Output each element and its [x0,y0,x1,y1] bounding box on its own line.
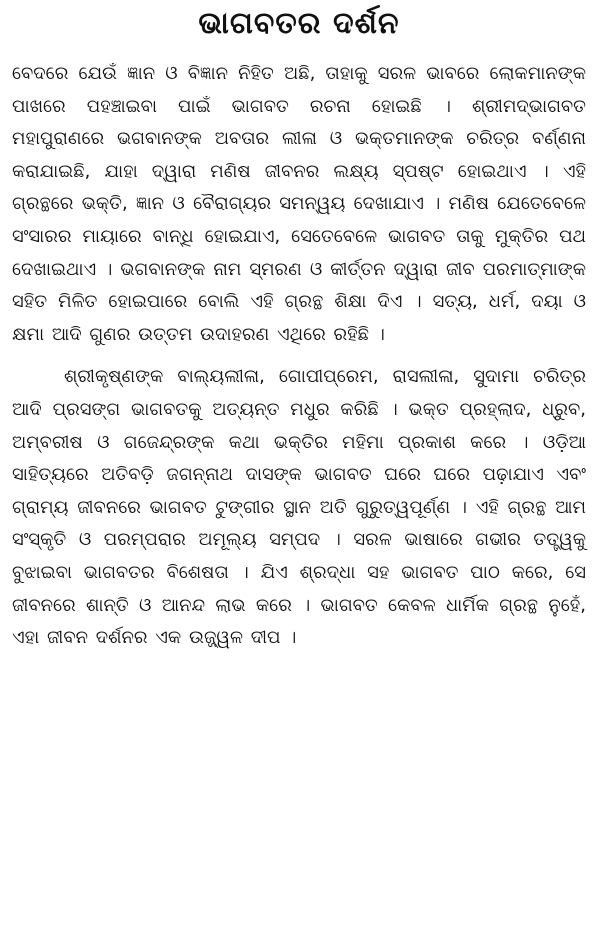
paragraph-2: ଶ୍ରୀକୃଷ୍ଣଙ୍କ ବାଲ୍ୟଲୀଳା, ଗୋପୀପ୍ରେମ, ରାସଲୀଳା, ସୁଦାମା ଚରିତ୍ର ଆଦି ପ୍ରସଙ୍ଗ ଭାଗବତକୁ ଅତ୍ୟନ୍ତ ମଧୁର କରିଛି । ଭକ୍ତ ପ୍ରହ୍ଲାଦ, ଧ୍ରୁବ, ଅମ୍ବରୀଷ ଓ ଗଜେନ୍ଦ୍ରଙ୍କ କଥା ଭକ୍ତିର ମହିମା ପ୍ରକାଶ କରେ । ଓଡ଼ିଆ ସାହିତ୍ୟରେ ଅତିବଡ଼ି ଜଗନ୍ନାଥ ଦାସଙ୍କ ଭାଗବତ ଘରେ ଘରେ ପଢ଼ାଯାଏ ଏବଂ ଗ୍ରାମ୍ୟ ଜୀବନରେ ଭାଗବତ ଟୁଙ୍ଗୀର ସ୍ଥାନ ଅତି ଗୁରୁତ୍ୱପୂର୍ଣ୍ଣ । ଏହି ଗ୍ରନ୍ଥ ଆମ ସଂସ୍କୃତି ଓ ପରମ୍ପରାର ଅମୂଲ୍ୟ ସମ୍ପଦ । ସରଳ ଭାଷାରେ ଗଭୀର ତତ୍ତ୍ୱକୁ ବୁଝାଇବା ଭାଗବତର ବିଶେଷତା । ଯିଏ ଶ୍ରଦ୍ଧା ସହ ଭାଗବତ ପାଠ କରେ, ସେ ଜୀବନରେ ଶାନ୍ତି ଓ ଆନନ୍ଦ ଲାଭ କରେ । ଭାଗବତ କେବଳ ଧାର୍ମିକ ଗ୍ରନ୍ଥ ନୁହେଁ, ଏହା ଜୀବନ ଦର୍ଶନର ଏକ ଉଜ୍ଜ୍ୱଳ ଦୀପ । [12,366,586,649]
paragraph-1: ବେଦରେ ଯେଉଁ ଜ୍ଞାନ ଓ ବିଜ୍ଞାନ ନିହିତ ଅଛି, ତାହାକୁ ସରଳ ଭାବରେ ଲୋକମାନଙ୍କ ପାଖରେ ପହଞ୍ଚାଇବା ପାଇଁ ଭାଗବତ ରଚନା ହୋଇଛି । ଶ୍ରୀମଦ୍ଭାଗବତ ମହାପୁରାଣରେ ଭଗବାନଙ୍କ ଅବତାର ଲୀଳା ଓ ଭକ୍ତମାନଙ୍କ ଚରିତ୍ର ବର୍ଣ୍ଣନା କରାଯାଇଛି, ଯାହା ଦ୍ୱାରା ମଣିଷ ଜୀବନର ଲକ୍ଷ୍ୟ ସ୍ପଷ୍ଟ ହୋଇଥାଏ । ଏହି ଗ୍ରନ୍ଥରେ ଭକ୍ତି, ଜ୍ଞାନ ଓ ବୈରାଗ୍ୟର ସମନ୍ୱୟ ଦେଖାଯାଏ । ମଣିଷ ଯେତେବେଳେ ସଂସାରର ମାୟାରେ ବାନ୍ଧି ହୋଇଯାଏ, ସେତେବେଳେ ଭାଗବତ ତାକୁ ମୁକ୍ତିର ପଥ ଦେଖାଇଥାଏ । ଭଗବାନଙ୍କ ନାମ ସ୍ମରଣ ଓ କୀର୍ତ୍ତନ ଦ୍ୱାରା ଜୀବ ପରମାତ୍ମାଙ୍କ ସହିତ ମିଳିତ ହୋଇପାରେ ବୋଲି ଏହି ଗ୍ରନ୍ଥ ଶିକ୍ଷା ଦିଏ । ସତ୍ୟ, ଧର୍ମ, ଦୟା ଓ କ୍ଷମା ଆଦି ଗୁଣର ଉତ୍ତମ ଉଦାହରଣ ଏଥିରେ ରହିଛି । [12,63,586,345]
page-title: ଭାଗବତର ଦର୍ଶନ [198,6,400,41]
